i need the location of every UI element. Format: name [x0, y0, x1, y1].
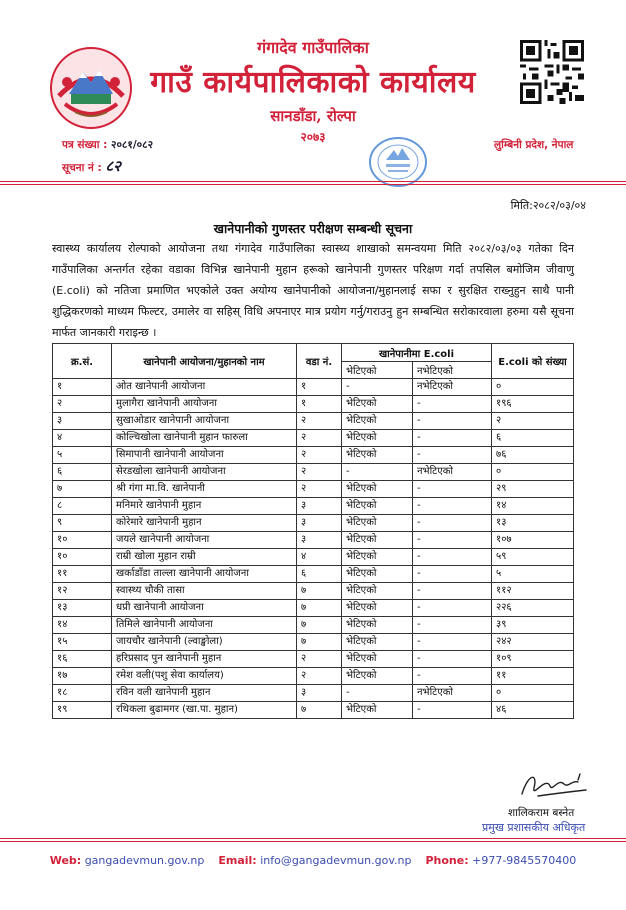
office-title: गाउँ कार्यपालिकाको कार्यालय	[150, 65, 476, 100]
cell-count: १९६	[492, 396, 574, 413]
cell-name: मुलागैरा खानेपानी आयोजना	[112, 396, 297, 413]
cell-not-found: -	[413, 532, 492, 549]
notice-number-label: सूचना नं :	[62, 162, 102, 174]
cell-not-found: -	[413, 566, 492, 583]
notice-body: स्वास्थ्य कार्यालय रोल्पाको आयोजना तथा गंगादेव गाउँपालिका स्वास्थ्य शाखाको समन्वयमा मिति २०८२/०३/०३ गतेका दिन गाउँपालिका अन्तर्गत रहेका वडाका विभिन्न खानेपानी मुहान हरूको खानेपानी गुणस्तर परिक्षण गर्दा तपसिल बमोजिम जीवाणु (E.coli) को नतिजा प्रमाणित भएकोले उक्त अयोग्य खानेपानीको आयोजना/मुहानलाई सफा र सुरक्षित राख्नुहुन साथै पानी शुद्धिकरणको माध्यम फिल्टर, उमालेर वा सहिस् विधि अपनाएर मात्र प्रयोग गर्नु/गराउनु हुन सम्बन्धित सरोकारवाला हरुमा यसै सूचना मार्फत जानकारी गराइन्छ ।	[52, 242, 574, 339]
cell-not-found: -	[413, 600, 492, 617]
letter-reference	[62, 138, 153, 152]
cell-ward: ६	[297, 566, 342, 583]
cell-count: २२६	[492, 600, 574, 617]
cell-found: भेटिएको	[342, 600, 413, 617]
cell-name: ओत खानेपानी आयोजना	[112, 379, 297, 396]
cell-name: सुखाओडार खानेपानी आयोजना	[112, 413, 297, 430]
cell-ward: ३	[297, 685, 342, 702]
cell-ward: ७	[297, 617, 342, 634]
cell-name: धप्री खानेपानी आयोजना	[112, 600, 297, 617]
signatory-title: प्रमुख प्रशासकीय अधिकृत	[482, 821, 586, 834]
cell-found: भेटिएको	[342, 396, 413, 413]
cell-not-found: नभेटिएको	[413, 379, 492, 396]
cell-not-found: -	[413, 396, 492, 413]
cell-not-found: -	[413, 634, 492, 651]
cell-not-found: नभेटिएको	[413, 685, 492, 702]
cell-sn: १८	[53, 685, 112, 702]
cell-name: जयले खानेपानी आयोजना	[112, 532, 297, 549]
table-row	[53, 464, 574, 481]
qr-code-icon	[520, 40, 584, 104]
cell-sn: १५	[53, 634, 112, 651]
cell-ward: ४	[297, 549, 342, 566]
cell-sn: ७	[53, 481, 112, 498]
established-year: २०७३	[300, 130, 326, 144]
cell-ward: ३	[297, 498, 342, 515]
notice-number-value: ८२	[105, 157, 121, 175]
cell-sn: १०	[53, 532, 112, 549]
cell-name: खर्काडाँडा ताल्ला खानेपानी आयोजना	[112, 566, 297, 583]
cell-ward: २	[297, 464, 342, 481]
municipality-name: गंगादेव गाउँपालिका	[257, 38, 369, 57]
web-link[interactable]: gangadevmun.gov.np	[84, 854, 205, 867]
table-row	[53, 668, 574, 685]
cell-count: ०	[492, 685, 574, 702]
cell-ward: ७	[297, 634, 342, 651]
cell-found: भेटिएको	[342, 583, 413, 600]
cell-found: -	[342, 685, 413, 702]
cell-sn: ६	[53, 464, 112, 481]
table-row	[53, 634, 574, 651]
water-quality-table	[52, 343, 574, 719]
cell-found: भेटिएको	[342, 413, 413, 430]
cell-count: १०९	[492, 651, 574, 668]
cell-sn: १२	[53, 583, 112, 600]
cell-ward: ३	[297, 515, 342, 532]
cell-name: मनिमारे खानेपानी मुहान	[112, 498, 297, 515]
notice-number	[62, 156, 121, 176]
cell-count: ७६	[492, 447, 574, 464]
cell-not-found: -	[413, 413, 492, 430]
table-row	[53, 549, 574, 566]
cell-ward: ७	[297, 600, 342, 617]
office-location: सानडाँडा, रोल्पा	[270, 107, 356, 125]
cell-name: श्री गंगा मा.वि. खानेपानी	[112, 481, 297, 498]
table-row	[53, 566, 574, 583]
cell-count: २	[492, 413, 574, 430]
handwritten-signature	[508, 768, 598, 804]
cell-not-found: -	[413, 651, 492, 668]
col-not-found: नभेटिएको	[413, 362, 492, 379]
cell-sn: ११	[53, 566, 112, 583]
col-name: खानेपानी आयोजना/मुहानको नाम	[112, 344, 297, 379]
cell-count: १४	[492, 498, 574, 515]
cell-found: भेटिएको	[342, 617, 413, 634]
table-row	[53, 532, 574, 549]
web-label: Web:	[49, 854, 82, 867]
cell-ward: २	[297, 430, 342, 447]
col-found: भेटिएको	[342, 362, 413, 379]
cell-sn: ३	[53, 413, 112, 430]
cell-found: भेटिएको	[342, 668, 413, 685]
cell-name: सिमापानी खानेपानी आयोजना	[112, 447, 297, 464]
cell-count: ११२	[492, 583, 574, 600]
cell-count: १३	[492, 515, 574, 532]
notice-subject: खानेपानीको गुणस्तर परीक्षण सम्बन्धी सूचना	[213, 221, 413, 236]
table-row	[53, 583, 574, 600]
cell-sn: १९	[53, 702, 112, 719]
cell-ward: २	[297, 651, 342, 668]
table-row	[53, 617, 574, 634]
cell-ward: २	[297, 413, 342, 430]
col-ward: वडा नं.	[297, 344, 342, 379]
footer-contacts	[0, 854, 626, 867]
cell-not-found: -	[413, 668, 492, 685]
cell-sn: ५	[53, 447, 112, 464]
cell-count: २४२	[492, 634, 574, 651]
col-sn: क्र.सं.	[53, 344, 112, 379]
cell-not-found: -	[413, 447, 492, 464]
province-name: लुम्बिनी प्रदेश, नेपाल	[494, 139, 574, 151]
cell-found: भेटिएको	[342, 498, 413, 515]
cell-ward: १	[297, 379, 342, 396]
cell-found: भेटिएको	[342, 566, 413, 583]
cell-found: -	[342, 464, 413, 481]
cell-ward: २	[297, 447, 342, 464]
table-row	[53, 447, 574, 464]
col-ecoli-group: खानेपानीमा E.coli	[342, 344, 492, 362]
table-row	[53, 481, 574, 498]
cell-name: सेरडखोला खानेपानी आयोजना	[112, 464, 297, 481]
cell-ward: ३	[297, 532, 342, 549]
cell-ward: २	[297, 481, 342, 498]
cell-sn: ८	[53, 498, 112, 515]
table-row	[53, 685, 574, 702]
cell-name: राम्री खोला मुहान राम्री	[112, 549, 297, 566]
cell-ward: २	[297, 668, 342, 685]
cell-count: ४६	[492, 702, 574, 719]
cell-name: स्वास्थ्य चौकी तासा	[112, 583, 297, 600]
cell-count: १०७	[492, 532, 574, 549]
cell-name: तिमिले खानेपानी आयोजना	[112, 617, 297, 634]
phone-label: Phone:	[425, 854, 469, 867]
cell-found: भेटिएको	[342, 515, 413, 532]
cell-found: भेटिएको	[342, 430, 413, 447]
cell-ward: ७	[297, 583, 342, 600]
footer-divider	[0, 838, 626, 842]
cell-count: ६	[492, 430, 574, 447]
letter-ref-label: पत्र संख्या :	[62, 139, 108, 151]
cell-not-found: -	[413, 515, 492, 532]
cell-found: भेटिएको	[342, 634, 413, 651]
cell-ward: १	[297, 396, 342, 413]
table-row	[53, 600, 574, 617]
letter-ref-value: २०८१/०८२	[110, 139, 154, 151]
table-row	[53, 413, 574, 430]
cell-sn: १	[53, 379, 112, 396]
cell-found: -	[342, 379, 413, 396]
cell-count: २९	[492, 481, 574, 498]
table-row	[53, 430, 574, 447]
cell-not-found: -	[413, 617, 492, 634]
table-body	[53, 379, 574, 719]
table-row	[53, 702, 574, 719]
cell-not-found: -	[413, 702, 492, 719]
cell-found: भेटिएको	[342, 549, 413, 566]
cell-sn: ९	[53, 515, 112, 532]
cell-name: कोरेमारे खानेपानी मुहान	[112, 515, 297, 532]
table-row	[53, 515, 574, 532]
cell-sn: १७	[53, 668, 112, 685]
table-row	[53, 498, 574, 515]
cell-not-found: -	[413, 498, 492, 515]
cell-sn: १४	[53, 617, 112, 634]
cell-count: ०	[492, 379, 574, 396]
email-label: Email:	[218, 854, 257, 867]
table-row	[53, 379, 574, 396]
cell-found: भेटिएको	[342, 532, 413, 549]
cell-name: रथिकला बुढामगर (खा.पा. मुहान)	[112, 702, 297, 719]
table-row	[53, 396, 574, 413]
cell-count: ३९	[492, 617, 574, 634]
cell-sn: २	[53, 396, 112, 413]
cell-name: जायचौर खानेपानी (ल्वाङ्खोला)	[112, 634, 297, 651]
cell-count: ११	[492, 668, 574, 685]
cell-found: भेटिएको	[342, 651, 413, 668]
cell-found: भेटिएको	[342, 481, 413, 498]
cell-count: ५	[492, 566, 574, 583]
cell-sn: १०	[53, 549, 112, 566]
cell-sn: १३	[53, 600, 112, 617]
cell-count: ५९	[492, 549, 574, 566]
notice-date: मिति:२०८२/०३/०४	[510, 199, 586, 212]
header-divider	[0, 181, 626, 185]
email-link[interactable]: info@gangadevmun.gov.np	[260, 854, 412, 867]
phone-number[interactable]: +977-9845570400	[472, 854, 577, 867]
cell-not-found: -	[413, 481, 492, 498]
table-row	[53, 651, 574, 668]
cell-sn: ४	[53, 430, 112, 447]
cell-found: भेटिएको	[342, 447, 413, 464]
cell-count: ०	[492, 464, 574, 481]
cell-found: भेटिएको	[342, 702, 413, 719]
cell-ward: ७	[297, 702, 342, 719]
cell-not-found: -	[413, 549, 492, 566]
cell-name: रमेश वली(पशु सेवा कार्यालय)	[112, 668, 297, 685]
signatory-name: शालिकराम बस्नेत	[508, 807, 575, 819]
cell-sn: १६	[53, 651, 112, 668]
col-count: E.coli को संख्या	[492, 344, 574, 379]
cell-not-found: -	[413, 430, 492, 447]
cell-name: कोल्चिखोला खानेपानी मुहान फारुला	[112, 430, 297, 447]
cell-name: हरिप्रसाद पुन खानेपानी मुहान	[112, 651, 297, 668]
cell-name: रविन वली खानेपानी मुहान	[112, 685, 297, 702]
cell-not-found: नभेटिएको	[413, 464, 492, 481]
cell-not-found: -	[413, 583, 492, 600]
